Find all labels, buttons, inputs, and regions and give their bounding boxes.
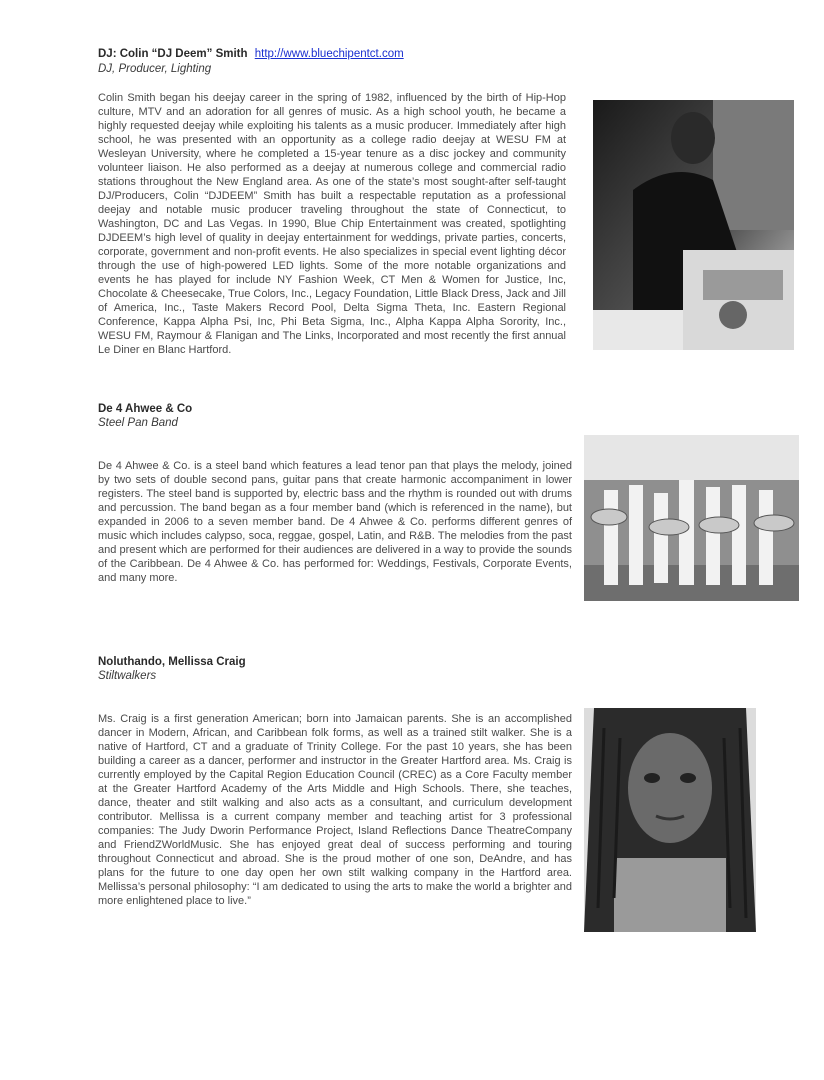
profile-bio: Ms. Craig is a first generation American; born into Jamaican parents. She is an accomplished dancer in Modern, African, and Caribbean folk forms, as well as a trained stilt walker. She is a native of Hartford, CT and a graduate of Trinity College. For the past 10 years, she has been building a career as a dancer, performer and instructor in the Greater Hartford area. Ms. Craig is currently employed by the Capital Region Education Council (CREC) as a Core Faculty member at the Greater Hartford Academy of the Arts Middle and High Schools. There, she teaches, dance, theater and stilt walking and also acts as a consultant, and curriculum development contributor. Mellissa is a current company member and teaching artist for 3 professional companies: The Judy Dworin Performance Project, Island Reflections Dance TheatreCompany and FriendZWorldMusic. She has enjoyed great deal of success performing and touring throughout Connecticut and abroad. She is the proud mother of one son, DeAndre, and has plans for the future to one day open her own stilt walking company in the Hartford area. Mellissa’s personal philosophy: “I am dedicated to using the arts to make the world a brighter and more enlightened place to live.”: [98, 713, 572, 907]
profile-name: De 4 Ahwee & Co: [98, 403, 193, 415]
profile-name: Noluthando, Mellissa Craig: [98, 656, 246, 668]
profile-role: Steel Pan Band: [98, 417, 178, 429]
profile-role: DJ, Producer, Lighting: [98, 63, 212, 75]
dj-photo: [593, 100, 794, 350]
profile-name-text: DJ: Colin “DJ Deem” Smith: [98, 48, 248, 60]
steel-band-photo: [584, 435, 799, 601]
website-link[interactable]: http://www.bluechipentct.com: [254, 48, 404, 60]
profile-name: [98, 48, 404, 60]
profile-bio: Colin Smith began his deejay career in the spring of 1982, influenced by the birth of Hip-Hop culture, MTV and an adoration for all genres of music. As a high school youth, he became a highly requested deejay while exploiting his talents as a music producer. Immediately after high school, he was presented with an opportunity as a college radio deejay at WESU FM at Wesleyan University, where he completed a 15-year tenure as a disc jockey and community volunteer liaison. He also performed as a deejay at numerous college and commercial radio stations throughout the New England area. As one of the state’s most sought-after self-taught DJ/Producers, Colin “DJDEEM” Smith has built a respectable reputation as a professional deejay and notable music producer traveling throughout the state of Connecticut, to Washington, DC and Las Vegas. In 1990, Blue Chip Entertainment was created, spotlighting DJDEEM’s high level of quality in deejay entertainment for weddings, private parties, concerts, corporate, government and non-profit events. He also specializes in special event lighting décor through the use of high-powered LED lights. Some of the more notable organizations and events he has played for include NY Fashion Week, CT Men & Women for Justice, Inc, Chocolate & Cheesecake, True Colors, Inc., Legacy Foundation, Little Black Dress, Jack and Jill of America, Inc., Taste Makers Record Pool, Delta Sigma Theta, Inc. Eastern Regional Conference, Kappa Alpha Psi, Inc, Phi Beta Sigma, Inc., Alpha Kappa Alpha Sorority, Inc., WESU FM, Raymour & Flanigan and The Links, Incorporated and most recently the first annual Le Diner en Blanc Hartford.: [98, 92, 566, 356]
profile-bio: De 4 Ahwee & Co. is a steel band which features a lead tenor pan that plays the melody, joined by two sets of double second pans, guitar pans that create harmonic accompaniment in lower registers. The steel band is supported by, electric bass and the rhythm is rounded out with drums and percussion. The band began as a four member band (which is referenced in the name), but expanded in 2006 to a seven member band. De 4 Ahwee & Co. performs different genres of music which includes calypso, soca, reggae, gospel, Latin, and R&B. The melodies from the past and present which are performed for their audiences are delivered in a way to provide the sounds of the Caribbean. De 4 Ahwee & Co. has performed for: Weddings, Festivals, Corporate Events, and many more.: [98, 460, 572, 584]
stiltwalker-photo: [584, 708, 756, 932]
profile-role: Stiltwalkers: [98, 670, 157, 682]
